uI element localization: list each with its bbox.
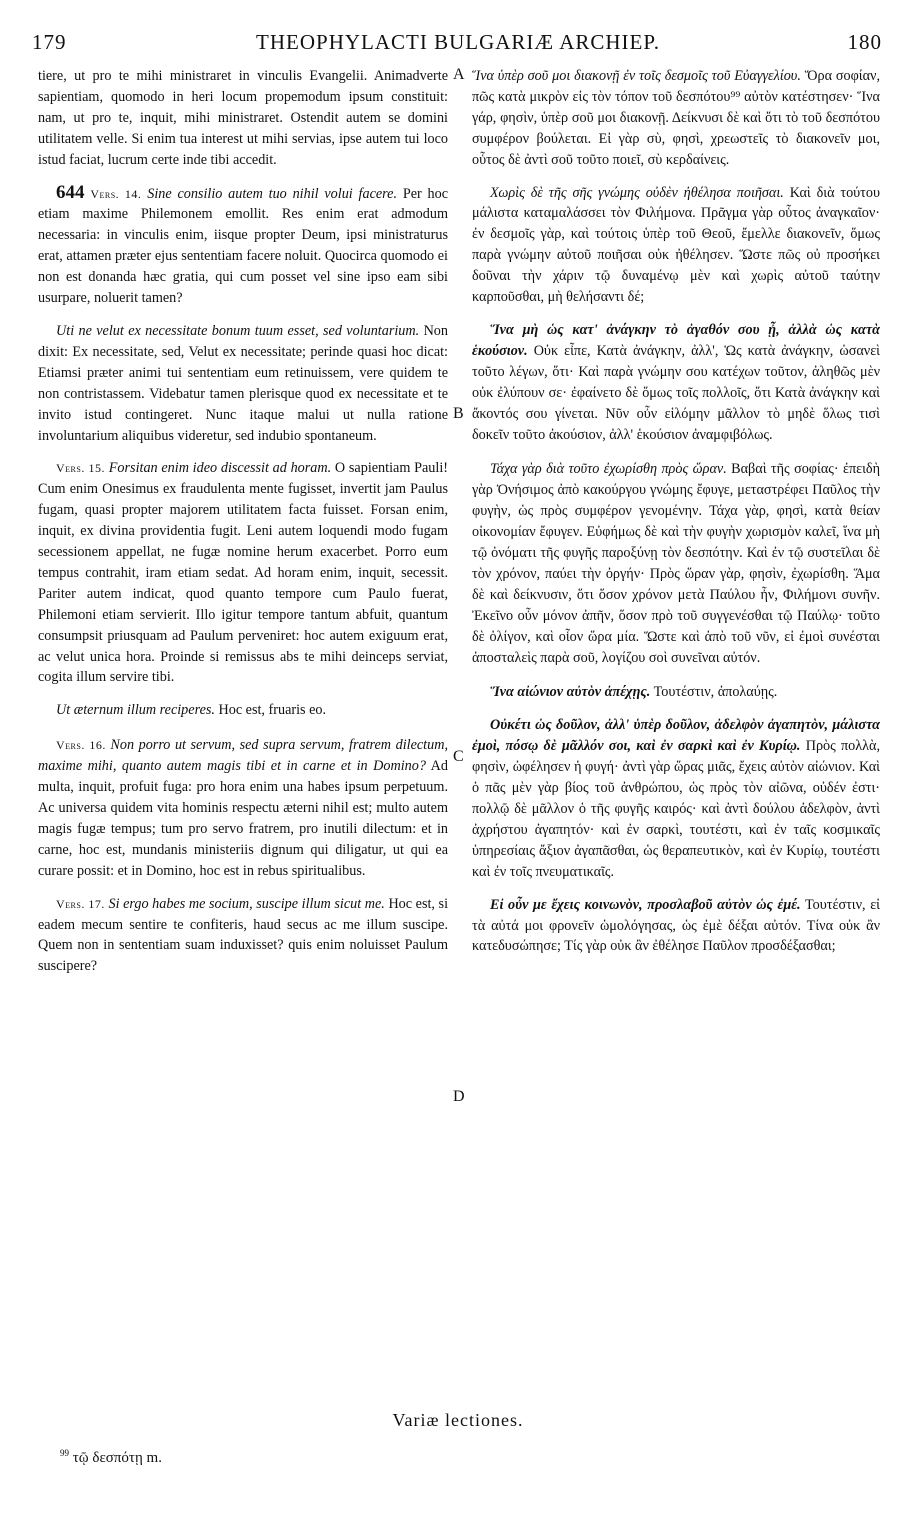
verse-ref: Vers. 17. [56,896,105,911]
commentary: Τουτέστιν, εἰ τὰ αὐτά μοι φρονεῖν ὡμολόγησας, ὡς ἐμὲ δέξαι αὐτόν. Τίνα οὐκ ἂν κατεδυσώπησε; Τίς γὰρ οὐκ ἂν ἐθέλησε Παῦλον προσδέξασθαι; [472,896,880,955]
lemma: Forsitan enim ideo discessit ad horam. [108,460,332,477]
latin-paragraph [38,735,448,881]
commentary: Hoc est, fruaris eo. [218,702,327,719]
chapter-number: 644 [56,181,85,203]
verse-ref: Vers. 15. [56,461,106,476]
latin-paragraph [38,458,448,688]
latin-column [38,66,448,989]
greek-paragraph [472,715,880,882]
page-number-left: 179 [32,30,67,54]
commentary: Non dixit: Ex necessitate, sed, Velut ex necessitate; perinde quasi hoc dicat: Etiamsi præter animi tui sententiam eum retinuissem, vere quidem te non contristassem. Videbatur tamen plerisque quod ex necessitate et te invito istud contingeret. Nunc itaque malui ut nulla ratione involuntarium aliquibus videretur, sed indubio spontaneum. [38,322,448,444]
commentary: Βαβαὶ τῆς σοφίας· ἐπειδὴ γὰρ Ὀνήσιμος ἀπὸ κακούργου γνώμης ἔφυγε, μεταστρέφει Παῦλος τὴν φυγὴν, ὡς πρὸς συμφέρον γενομένην. Τάχα γὰρ, φησὶ, κατὰ θείαν οἰκονομίαν ἔφυγεν. Εὐφήμως δὲ καὶ τὴν φυγὴν χωρισμὸν καλεῖ, ἵνα μὴ τῷ ὀνόματι τῆς φυγῆς παροξύνῃ τὸν δεσπότην. Καὶ ἐν τῷ συστεῖλαι δὲ τὸν χρόνον, παύει τὴν ὀργήν· Πρὸς ὥραν γὰρ, φησὶν, ἐχωρίσθη. Ἅμα δὲ καὶ δείκνυσιν, ὅτι ὅσον χρόνον μετὰ Παύλου ἦν, Φιλήμονι συνῆν. Ἐκεῖνο οὖν μόνον ἀπῆν, ὅσον πρὸ τοῦ συγγενέσθαι τῷ Παύλῳ· τοῦτο δὲ ὀλίγον, καὶ οἷον ὥρα μία. Ὥστε καὶ ἀπὸ τοῦ νῦν, εἰ ἐμοὶ συνέσται ἀποσταλεὶς παρὰ σοῦ, λογίζου σοὶ συνεῖναι αὐτόν. [472,461,880,666]
latin-paragraph [38,321,448,446]
commentary: Πρὸς πολλὰ, φησὶν, ὠφέλησεν ἡ φυγή· ἀντὶ γὰρ ὥρας μιᾶς, ἔχεις αὐτὸν αἰώνιον. Καὶ ὁ πᾶς μὲν γὰρ βίος τοῦ ἀνθρώπου, ὡς πρὸς τὸν αἰῶνα, οὐδέν ἐστι· πολλῷ δὲ μᾶλλον ὁ τῆς φυγῆς καιρός· καὶ ἀντὶ δούλου ἀδελφὸν, ἀντὶ ἀχρήστου ἀγαπητόν· καὶ ἐν σαρκὶ, τουτέστι, καὶ ἐν ταῖς κοσμικαῖς ὑπηρεσίαις ἄξιον ἀγαπᾶσθαι, ὡς θεραπευτικὸν, καὶ ἐν Κυρίῳ, τουτέστι καὶ ἐν τοῖς πνευματικαῖς. [472,738,881,880]
commentary: O sapientiam Pauli! Cum enim Onesimus ex fraudulenta mente fugisset, invertit jam Paulus fugam, quasi propter majorem utilitatem facta fuisset. Forsan enim, inquit, ex divina providentia fugit. Leni autem loquendi modo fugam secessionem appellat, ne fugæ nomine herum exacerbet. Porro eum tempus contrahit, iram etiam sedat. Ad horam enim, inquit, secessit. Pariter autem indicat, quod quanto tempore cum Paulo fuerat, Philemoni etiam servierit. Illo igitur tempore tantum abfuit, quantum consumpsit priusquam ad Paulum perveniret: hoc autem exiguum erat, ac velut unica hora. Proinde si remissus abs te mihi deinceps serviat, cogita illum servire tibi. [38,460,448,686]
greek-paragraph [472,66,880,171]
lemma: Οὐκέτι ὡς δοῦλον, ἀλλ' ὑπὲρ δοῦλον, ἀδελφὸν ἀγαπητὸν, μάλιστα ἐμοὶ, πόσῳ δὲ μᾶλλόν σοι, καὶ ἐν σαρκὶ καὶ ἐν Κυρίῳ. [472,717,880,755]
lemma: Ἵνα μὴ ὡς κατ' ἀνάγκην τὸ ἀγαθόν σου ᾖ, ἀλλὰ ὡς κατὰ ἑκούσιον. [472,321,880,359]
greek-paragraph [472,320,880,445]
latin-paragraph [38,183,448,309]
page-number-right: 180 [847,30,882,54]
commentary: Per hoc etiam maxime Philemonem emollit. Res enim erat admodum necessaria: in vinculis enim, iisque propter Deum, ipsi ministraturus erat, attamen præter ejus sententiam facere noluit. Quocirca quomodo ei non est donanda hæc gratia, qui cum posset vel sine ipso eam sibi usurpare, noluerit tamen? [38,185,449,307]
greek-paragraph [472,682,880,703]
margin-letter-d: D [453,1088,465,1105]
verse-ref: Vers. 16. [56,738,106,753]
greek-paragraph [472,183,880,308]
verse-ref: Vers. 14. [90,186,142,201]
footnote-mark: 99 [60,1448,69,1458]
latin-paragraph [38,894,448,978]
greek-column [472,66,880,969]
lemma: Εἰ οὖν με ἔχεις κοινωνὸν, προσλαβοῦ αὐτὸν ὡς ἐμέ. [490,896,801,913]
commentary: Οὐκ εἶπε, Κατὰ ἀνάγκην, ἀλλ', Ὡς κατὰ ἀνάγκην, ὡσανεὶ τοῦτο λέγων, ὅτι· Καὶ παρὰ γνώμην σου κατέχων τοῦτον, ἀληθῶς μὲν οὐκ ἐλύπουν σε· ἐφαίνετο δὲ ὅμως τοῖς πολλοῖς, ὅτι Κατὰ ἀνάγκην καὶ ἄκοντός σου γίνεται. Νῦν οὖν εἱλόμην μᾶλλον τὸ μηδὲ ὅλως τισὶ δοκεῖν τοῦτο ἀκούσιον, ἀλλ' ἑκούσιον ἀναμφιβόλως. [472,342,880,443]
lemma: Τάχα γὰρ διὰ τοῦτο ἐχωρίσθη πρὸς ὥραν. [490,461,727,478]
commentary: Ὅρα σοφίαν, πῶς κατὰ μικρὸν εἰς τὸν τόπον τοῦ δεσπότου⁹⁹ αὐτὸν κατέστησεν· Ἵνα γάρ, φησὶν, ὑπὲρ σοῦ μοι διακονῇ. Δείκνυσι δὲ καὶ ὅτι τὸ τοῦ δεσπότου συμφέρον βούλεται. Εἰ γὰρ σὺ, φησὶ, χρεωστεῖς τὸ διακονεῖν μοι, οὗτος δὲ ἀντὶ σοῦ τοῦτο ποιεῖ, σὺ κερδαίνεις. [472,68,881,168]
commentary: Hoc est, si eadem mecum sentire te confiteris, haud secus ac me illum suscipe. Quem non in sententiam suam induxisset? quis enim noluisset Paulum suscipere? [38,895,449,975]
lemma: Sine consilio autem tuo nihil volui facere. [147,185,398,202]
variae-lectiones-heading: Variæ lectiones. [392,1410,524,1430]
margin-letter-a: A [453,66,465,83]
lemma: Non porro ut servum, sed supra servum, fratrem dilectum, maxime mihi, quanto autem magis tibi et in carne et in Domino? [38,737,449,775]
latin-paragraph [38,700,448,721]
commentary: Τουτέστιν, ἀπολαύῃς. [653,684,778,701]
greek-paragraph [472,459,880,668]
lemma: Si ergo habes me socium, suscipe illum sicut me. [108,895,385,912]
commentary: Ad multa, inquit, profuit fuga: pro hora enim una habes ipsum perpetuum. Ac universa quidem vita hominis respectu æterni nihil est; multo autem magis fugæ tempus; tum pro servo fratrem, pro inutili dilectum: et in carne, hoc est, mundanis ministeriis dignum qui diligatur, ut qui ea curare possit: et in Domino, hoc est in rebus spiritualibus. [38,758,448,879]
footnote-text: τῷ δεσπότῃ m. [72,1450,162,1466]
greek-paragraph [472,895,880,958]
lemma: Χωρὶς δὲ τῆς σῆς γνώμης οὐδὲν ἠθέλησα ποιῆσαι. [490,184,784,201]
lemma: Uti ne velut ex necessitate bonum tuum esset, sed voluntarium. [56,322,420,339]
running-title: THEOPHYLACTI BULGARIÆ ARCHIEP. [256,30,660,54]
lemma: Ἵνα ὑπὲρ σοῦ μοι διακονῇ ἐν τοῖς δεσμοῖς τοῦ Εὐαγγελίου. [472,68,801,84]
lemma: Ἵνα αἰώνιον αὐτὸν ἀπέχῃς. [490,684,651,701]
commentary: Καὶ διὰ τούτου μάλιστα καταμαλάσσει τὸν Φιλήμονα. Πρᾶγμα γὰρ οὗτος ἀναγκαῖον· ἐν δεσμοῖς γὰρ, καὶ τούτοις ὑπὲρ τοῦ Θεοῦ, ἔμελλε διακονεῖν, ὅμως παρὰ γνώμην αὐτοῦ ποιῆσαι οὐκ ἠθέλησεν. Ὥστε πῶς οὐ προσήκει δοῦναι τὴν χάριν τῷ δυναμένῳ μὲν καὶ χωρὶς αὐτοῦ ταύτην καρποῦσθαι, μὴ θελήσαντι δέ; [472,184,881,306]
margin-letter-c: C [453,748,464,765]
page-header [30,30,886,62]
lemma: Ut æternum illum reciperes. [56,702,215,719]
margin-letter-b: B [453,405,464,422]
latin-paragraph: tiere, ut pro te mihi ministraret in vinculis Evangelii. Animadverte sapientiam, quomodo in heri locum propemodum ipsum constituit: nam, ut pro te, inquit, mihi ministraret. Ostendit autem se domini utilitatem velle. Si enim tua interest ut mihi servias, ipse autem tui loco istud faciat, lucrum certe inde tibi accedit. [38,68,448,168]
footnote [60,1448,162,1467]
